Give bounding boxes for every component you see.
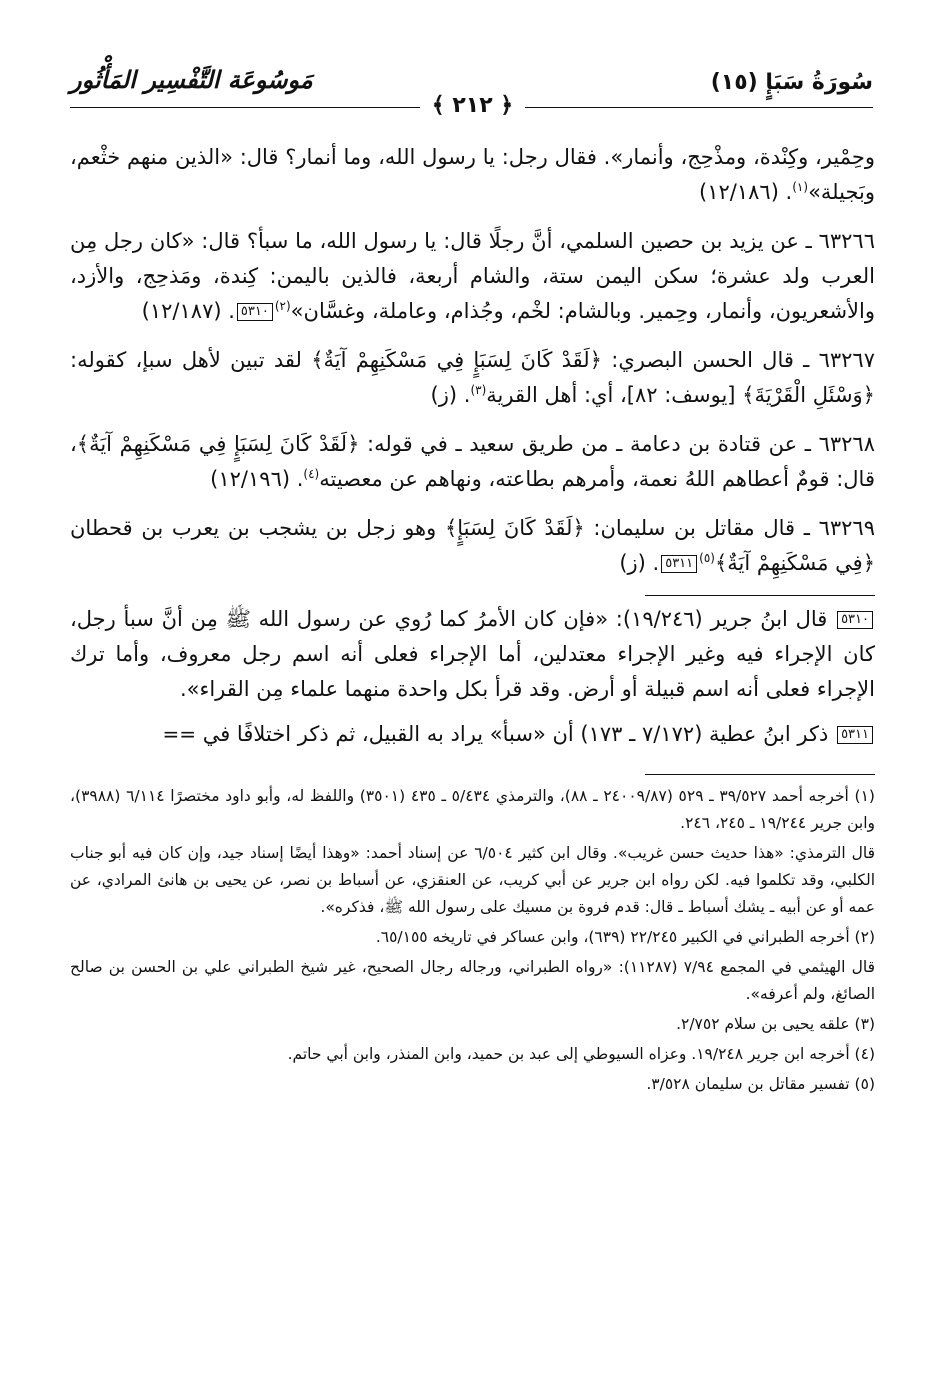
footnote-marker-4: (٤) bbox=[303, 467, 320, 481]
paragraph-63268 bbox=[70, 427, 875, 497]
paragraph-63269-ref: . (ز) bbox=[619, 551, 660, 575]
paragraph-63266-ref: . (١٢/١٨٧) bbox=[141, 299, 235, 323]
footnote-1-comment: قال الترمذي: «هذا حديث حسن غريب». وقال ابن كثير ٦/٥٠٤ عن إسناد أحمد: «وهذا أيضًا إسناد جيد، وإن كان فيه أبو جناب الكلبي، وقد تكلموا فيه. لكن رواه ابن جرير عن أبي كريب، عن العنقزي، عن أسباط بن نصر، عن يحيى بن هانئ المرادي، عن عمه أو عن أبيه ـ يشك أسباط ـ قال: قدم فروة بن مسيك على رسول الله ﷺ، فذكره». bbox=[70, 844, 875, 916]
paragraph-1-ref: . (١٢/١٨٦) bbox=[699, 180, 793, 204]
continuation-marker: == bbox=[162, 722, 197, 746]
note-5310 bbox=[70, 602, 875, 707]
paragraph-63268-ref: . (١٢/١٩٦) bbox=[210, 467, 304, 491]
paragraph-63268-text: ٦٣٢٦٨ ـ عن قتادة بن دعامة ـ من طريق سعيد ـ في قوله: ﴿لَقَدْ كَانَ لِسَبَإٍ فِي مَسْكَنِهِمْ آيَةٌ﴾، قال: قومٌ أعطاهم اللهُ نعمة، وأمرهم بطاعته، ونهاهم عن معصيته bbox=[70, 432, 875, 491]
commentary-notes bbox=[70, 602, 875, 752]
paragraph-63267 bbox=[70, 343, 875, 413]
paragraph-63267-ref: . (ز) bbox=[430, 383, 471, 407]
note-5311-text: ذكر ابنُ عطية (٧/١٧٢ ـ ١٧٣) أن «سبأ» يراد به القبيل، ثم ذكر اختلافًا في bbox=[202, 722, 829, 746]
note-5310-text: قال ابنُ جرير (١٩/٢٤٦): «فإن كان الأمرُ كما رُوي عن رسول الله ﷺ مِن أنَّ سبأ رجل، كان الإجراء فيه وغير الإجراء معتدلين، أما الإجراء فعلى أنه اسم رجل معروف، وأما ترك الإجراء فعلى أنه اسم قبيلة أو أرض. وقد قرأ بكل واحدة منهما علماء مِن القراء». bbox=[70, 607, 875, 701]
paragraph-1-text: وحِمْير، وكِنْدة، ومذْحِج، وأنمار». فقال رجل: يا رسول الله، وما أنمار؟ قال: «الذين منهم خثْعم، وبَجيلة» bbox=[70, 145, 875, 204]
footnote-3: (٣) علقه يحيى بن سلام ٢/٧٥٢. bbox=[676, 1015, 875, 1033]
note-ref-box-5311: ٥٣١١ bbox=[661, 555, 697, 573]
surah-header: سُورَةُ سَبَإٍ (١٥) bbox=[710, 70, 873, 95]
book-title-header: مَوسُوعَة التَّفْسِير المَأْثُور bbox=[70, 66, 313, 94]
notes-separator bbox=[645, 595, 875, 596]
footnote-marker-1: (١) bbox=[792, 180, 809, 194]
paragraph-63266-text: ٦٣٢٦٦ ـ عن يزيد بن حصين السلمي، أنَّ رجلًا قال: يا رسول الله، ما سبأ؟ قال: «كان رجل مِن العرب ولد عشرة؛ سكن اليمن ستة، والشام أربعة، فالذين باليمن: كِندة، ومَذحِج، والأزد، والأشعريون، وأنمار، وحِمير. وبالشام: لخْم، وجُذام، وعاملة، وغسَّان» bbox=[70, 229, 875, 323]
footnote-marker-5: (٥) bbox=[699, 551, 715, 565]
paragraph-63269 bbox=[70, 511, 875, 581]
footnote-marker-3: (٣) bbox=[470, 383, 487, 397]
main-text bbox=[70, 140, 875, 1101]
note-box-5311: ٥٣١١ bbox=[837, 726, 873, 744]
paragraph-63267-text: ٦٣٢٦٧ ـ قال الحسن البصري: ﴿لَقَدْ كَانَ لِسَبَإٍ فِي مَسْكَنِهِمْ آيَةٌ﴾ لقد تبين لأهل سبإ، كقوله: ﴿وَسْئَلِ الْقَرْيَةَ﴾ [يوسف: ٨٢]، أي: أهل القرية bbox=[70, 348, 875, 407]
footnote-1: (١) أخرجه أحمد ٣٩/٥٢٧ ـ ٥٢٩ (٢٤٠٠٩/٨٧ ـ ٨٨)، والترمذي ٥/٤٣٤ ـ ٤٣٥ (٣٥٠١) واللفظ له، وأبو داود مختصرًا ٦/١١٤ (٣٩٨٨)، وابن جرير ١٩/٢٤٤ ـ ٢٤٥، ٢٤٦. bbox=[70, 787, 875, 832]
footnote-2: (٢) أخرجه الطبراني في الكبير ٢٢/٢٤٥ (٦٣٩)، وابن عساكر في تاريخه ٦٥/١٥٥. bbox=[375, 928, 875, 946]
paragraph-1 bbox=[70, 140, 875, 210]
footnotes bbox=[70, 783, 875, 1098]
paragraph-63266 bbox=[70, 224, 875, 329]
footnote-4: (٤) أخرجه ابن جرير ١٩/٢٤٨. وعزاه السيوطي إلى عبد بن حميد، وابن المنذر، وابن أبي حاتم. bbox=[287, 1045, 875, 1063]
paragraph-63269-text: ٦٣٢٦٩ ـ قال مقاتل بن سليمان: ﴿لَقَدْ كَانَ لِسَبَإٍ﴾ وهو زجل بن يشجب بن يعرب بن قحطان ﴿فِي مَسْكَنِهِمْ آيَةٌ﴾ bbox=[70, 516, 875, 575]
note-5311 bbox=[70, 717, 875, 752]
page-number: ﴿ ٢١٢ ﴾ bbox=[420, 91, 525, 121]
footnote-marker-2: (٢) bbox=[274, 299, 291, 313]
footnote-2-comment: قال الهيثمي في المجمع ٧/٩٤ (١١٢٨٧): «رواه الطبراني، ورجاله رجال الصحيح، غير شيخ الطبراني علي بن الحسن بن صالح الصائغ، ولم أعرفه». bbox=[70, 958, 875, 1003]
footnote-5: (٥) تفسير مقاتل بن سليمان ٣/٥٢٨. bbox=[646, 1075, 875, 1093]
footnotes-separator bbox=[645, 774, 875, 775]
note-box-5310: ٥٣١٠ bbox=[837, 611, 873, 629]
note-ref-box-5310: ٥٣١٠ bbox=[237, 303, 273, 321]
